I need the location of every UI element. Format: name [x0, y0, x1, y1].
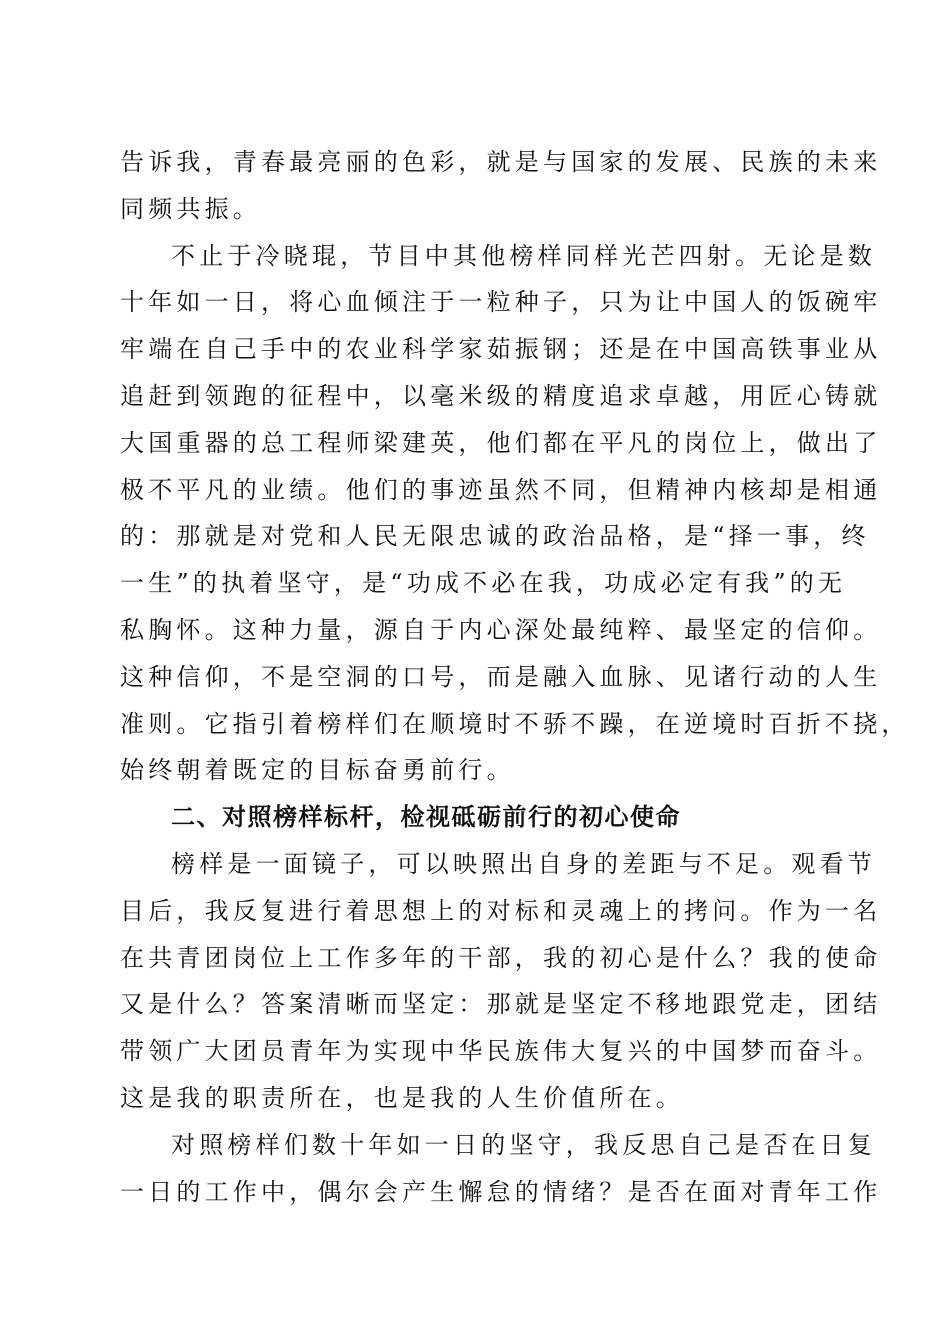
paragraph-line: 在共青团岗位上工作多年的干部，我的初心是什么？我的使命: [120, 943, 882, 972]
paragraph-line: 极不平凡的业绩。他们的事迹虽然不同，但精神内核却是相通: [120, 475, 882, 504]
paragraph-line: 准则。它指引着榜样们在顺境时不骄不躁，在逆境时百折不挠，: [120, 709, 910, 738]
paragraph-line: 一日的工作中，偶尔会产生懈怠的情绪？是否在面对青年工作: [120, 1177, 882, 1206]
paragraph-line: 大国重器的总工程师梁建英，他们都在平凡的岗位上，做出了: [120, 428, 882, 457]
paragraph-line: 不止于冷晓琨，节目中其他榜样同样光芒四射。无论是数: [171, 241, 876, 270]
paragraph-line: 这种信仰，不是空洞的口号，而是融入血脉、见诸行动的人生: [120, 662, 882, 691]
paragraph-line: 的：那就是对党和人民无限忠诚的政治品格，是“择一事，终: [120, 522, 870, 551]
paragraph-line: 追赶到领跑的征程中，以毫米级的精度追求卓越，用匠心铸就: [120, 381, 882, 410]
paragraph-line: 同频共振。: [120, 194, 261, 223]
paragraph-line: 榜样是一面镜子，可以映照出自身的差距与不足。观看节: [171, 849, 876, 878]
paragraph-line: 十年如一日，将心血倾注于一粒种子，只为让中国人的饭碗牢: [120, 288, 882, 317]
section-heading: 二、对照榜样标杆，检视砥砺前行的初心使命: [171, 803, 681, 832]
paragraph-line: 告诉我，青春最亮丽的色彩，就是与国家的发展、民族的未来: [120, 148, 882, 176]
paragraph-line: 又是什么？答案清晰而坚定：那就是坚定不移地跟党走，团结: [120, 990, 882, 1019]
paragraph-line: 牢端在自己手中的农业科学家茹振钢；还是在中国高铁事业从: [120, 335, 882, 364]
paragraph-line: 带领广大团员青年为实现中华民族伟大复兴的中国梦而奋斗。: [120, 1037, 882, 1066]
paragraph-line: 私胸怀。这种力量，源自于内心深处最纯粹、最坚定的信仰。: [120, 615, 882, 644]
paragraph-line: 这是我的职责所在，也是我的人生价值所在。: [120, 1083, 684, 1112]
body-text: [120, 139, 910, 1215]
paragraph-line: 一生”的执着坚守，是“功成不必在我，功成必定有我”的无: [120, 569, 847, 598]
paragraph-line: 始终朝着既定的目标奋勇前行。: [120, 756, 515, 785]
paragraph-line: 对照榜样们数十年如一日的坚守，我反思自己是否在日复: [171, 1130, 876, 1159]
paragraph-line: 目后，我反复进行着思想上的对标和灵魂上的拷问。作为一名: [120, 896, 882, 925]
